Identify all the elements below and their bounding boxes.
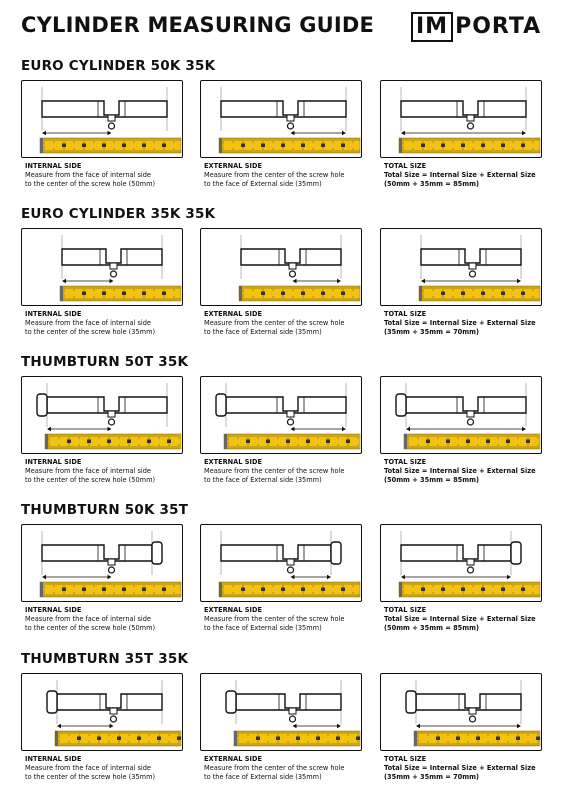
tape-number-mark [456,737,460,741]
panel-caption [204,310,366,337]
panel-title: EXTERNAL SIDE [204,458,262,466]
panel-text-line: Total Size = Internal Size + External Size [384,763,536,772]
cam-tab [110,263,117,269]
tape-number-mark [122,588,126,592]
cam-tab [289,708,296,714]
tape-number-mark [316,737,320,741]
arrow-head [517,724,521,728]
panel-title: INTERNAL SIDE [25,458,82,466]
arrow-head [47,427,51,431]
panel-text-line: Measure from the center of the screw hole [204,466,345,475]
screw-hole [109,123,115,129]
tape-number-mark [446,440,450,444]
panel-text-line: Measure from the center of the screw hole [204,763,345,772]
logo-letters: PORTA [455,14,542,39]
tape-number-mark [162,144,166,148]
tape-number-mark [122,144,126,148]
arrow-head [406,427,410,431]
tape-number-mark [102,144,106,148]
tape-number-mark [436,737,440,741]
thumbturn-knob [396,394,406,416]
screw-hole [288,419,294,425]
tape-number-mark [526,440,530,444]
panel-title: INTERNAL SIDE [25,606,82,614]
tape-number-mark [147,440,151,444]
cylinder-diagram [21,376,183,454]
panel-text-line: to the face of External side (35mm) [204,179,322,188]
arrow-head [342,131,346,135]
cylinder-diagram [200,524,362,602]
tape-number-mark [246,440,250,444]
tape-number-mark [142,144,146,148]
cylinder-measure-drawing [22,229,182,305]
cylinder-measure-drawing [201,81,361,157]
tape-number-mark [62,144,66,148]
tape-number-mark [521,144,525,148]
panel-text-line: to the face of External side (35mm) [204,772,322,781]
panel-text-line: Total Size = Internal Size + External Size [384,170,536,179]
tape-number-mark [261,292,265,296]
panel-caption [25,310,187,337]
cylinder-measure-drawing [201,229,361,305]
cylinder-body [42,101,167,117]
tape-number-mark [481,588,485,592]
screw-hole [290,716,296,722]
tape-number-mark [281,144,285,148]
tape-hook [234,731,237,746]
cam-tab [289,263,296,269]
tape-hook [239,286,242,301]
arrow-head [62,279,66,283]
thumbturn-knob [331,542,341,564]
cylinder-measure-drawing [381,674,541,750]
screw-hole [290,271,296,277]
logo-boxed-letters: IM [411,12,453,42]
cam-tab [467,115,474,121]
tape-hook [399,138,402,153]
screw-hole [109,567,115,573]
arrow-head [291,131,295,135]
tape-number-mark [122,292,126,296]
tape-number-mark [142,588,146,592]
tape-number-mark [461,144,465,148]
cylinder-diagram [200,80,362,158]
thumbturn-knob [406,691,416,713]
screw-hole [468,567,474,573]
thumbturn-knob [37,394,47,416]
cylinder-body [401,545,511,561]
tape-number-mark [441,292,445,296]
tape-number-mark [127,440,131,444]
arrow-head [42,575,46,579]
panel-title: EXTERNAL SIDE [204,606,262,614]
tape-number-mark [62,588,66,592]
panel-text-line: Measure from the face of internal side [25,170,151,179]
tape-number-mark [341,292,345,296]
tape-number-mark [177,737,181,741]
tape-number-mark [87,440,91,444]
section-title: THUMBTURN 35T 35K [21,651,189,667]
section-euro-35k-35k [0,206,568,356]
arrow-head [42,131,46,135]
cam-tab [108,411,115,417]
screw-hole [470,271,476,277]
section-title: EURO CYLINDER 35K 35K [21,206,216,222]
section-title: THUMBTURN 50T 35K [21,354,189,370]
panel-text-line: (50mm + 35mm = 85mm) [384,179,480,188]
tape-number-mark [321,144,325,148]
tape-number-mark [496,737,500,741]
page-title: CYLINDER MEASURING GUIDE [21,13,375,37]
panel-title: TOTAL SIZE [384,458,427,466]
cylinder-body [221,545,331,561]
panel-title: INTERNAL SIDE [25,755,82,763]
tape-number-mark [102,292,106,296]
tape-number-mark [167,440,171,444]
tape-hook [414,731,417,746]
tape-number-mark [441,144,445,148]
arrow-head [57,724,61,728]
cylinder-diagram [380,228,542,306]
arrow-head [327,575,331,579]
cylinder-body [406,397,526,413]
panel-title: INTERNAL SIDE [25,310,82,318]
tape-number-mark [466,440,470,444]
thumbturn-knob [511,542,521,564]
panel-caption [204,755,366,782]
panel-text-line: (35mm + 35mm = 70mm) [384,327,480,336]
tape-hook [224,434,227,449]
cylinder-diagram [380,376,542,454]
panel-text-line: Total Size = Internal Size + External Size [384,466,536,475]
thumbturn-knob [152,542,162,564]
tape-number-mark [516,737,520,741]
tape-number-mark [521,588,525,592]
tape-number-mark [82,588,86,592]
cam-tab [108,559,115,565]
panel-caption [384,755,546,782]
screw-hole [109,419,115,425]
tape-hook [219,138,222,153]
tape-number-mark [266,440,270,444]
cylinder-diagram [200,673,362,751]
cylinder-measure-drawing [381,377,541,453]
tape-number-mark [256,737,260,741]
arrow-head [108,131,112,135]
panel-caption [384,606,546,633]
cam-tab [467,559,474,565]
tape-number-mark [321,588,325,592]
panel-text-line: to the center of the screw hole (50mm) [25,623,156,632]
tape-number-mark [441,588,445,592]
tape-number-mark [77,737,81,741]
cam-tab [469,708,476,714]
screw-hole [468,123,474,129]
arrow-head [401,131,405,135]
cylinder-diagram [380,80,542,158]
tape-number-mark [261,144,265,148]
cylinder-measure-drawing [22,674,182,750]
tape-number-mark [421,588,425,592]
arrow-head [293,279,297,283]
cam-tab [110,708,117,714]
arrow-head [337,279,341,283]
panel-text-line: Measure from the face of internal side [25,614,151,623]
cylinder-diagram [21,228,183,306]
tape-number-mark [461,292,465,296]
tape-hook [40,138,43,153]
tape-number-mark [241,144,245,148]
tape-number-mark [241,588,245,592]
screw-hole [468,419,474,425]
panel-text-line: to the center of the screw hole (50mm) [25,179,156,188]
tape-number-mark [336,737,340,741]
screw-hole [111,271,117,277]
tape-number-mark [481,292,485,296]
cylinder-diagram [21,524,183,602]
panel-title: EXTERNAL SIDE [204,310,262,318]
panel-text-line: to the face of External side (35mm) [204,623,322,632]
panel-caption [204,458,366,485]
cam-tab [287,115,294,121]
tape-number-mark [107,440,111,444]
panel-title: EXTERNAL SIDE [204,755,262,763]
panel-text-line: (50mm + 35mm = 85mm) [384,623,480,632]
screw-hole [288,123,294,129]
tape-number-mark [281,588,285,592]
thumbturn-knob [216,394,226,416]
panel-caption [25,606,187,633]
section-title: EURO CYLINDER 50K 35K [21,58,216,74]
tape-number-mark [162,292,166,296]
tape-hook [419,286,422,301]
arrow-head [416,724,420,728]
tape-number-mark [97,737,101,741]
tape-number-mark [261,588,265,592]
cylinder-diagram [380,524,542,602]
tape-hook [399,582,402,597]
tape-hook [60,286,63,301]
tape-number-mark [521,292,525,296]
panel-text-line: Measure from the face of internal side [25,466,151,475]
panel-text-line: to the face of External side (35mm) [204,327,322,336]
cylinder-measure-drawing [201,525,361,601]
panel-text-line: to the face of External side (35mm) [204,475,322,484]
arrow-head [522,427,526,431]
cylinder-diagram [21,80,183,158]
tape-number-mark [301,292,305,296]
cylinder-diagram [21,673,183,751]
panel-text-line: Total Size = Internal Size + External Size [384,318,536,327]
cylinder-body [226,397,346,413]
panel-caption [384,458,546,485]
tape-hook [404,434,407,449]
section-thumbturn-50k-35t [0,502,568,652]
section-thumbturn-35t-35k [0,651,568,801]
section-title: THUMBTURN 50K 35T [21,502,189,518]
arrow-head [522,131,526,135]
panel-text-line: to the center of the screw hole (50mm) [25,475,156,484]
tape-number-mark [67,440,71,444]
tape-number-mark [501,144,505,148]
tape-number-mark [296,737,300,741]
cylinder-measure-drawing [381,81,541,157]
tape-number-mark [486,440,490,444]
importa-logo [411,12,541,42]
tape-hook [40,582,43,597]
tape-number-mark [142,292,146,296]
tape-hook [45,434,48,449]
tape-number-mark [82,144,86,148]
panel-text-line: (35mm + 35mm = 70mm) [384,772,480,781]
tape-number-mark [501,588,505,592]
tape-number-mark [341,144,345,148]
panel-caption [25,755,187,782]
cylinder-body [401,101,526,117]
tape-hook [55,731,58,746]
tape-number-mark [356,737,360,741]
cylinder-measure-drawing [381,525,541,601]
arrow-head [291,575,295,579]
tape-number-mark [281,292,285,296]
tape-number-mark [461,588,465,592]
arrow-head [401,575,405,579]
section-thumbturn-50t-35k [0,354,568,504]
tape-number-mark [82,292,86,296]
cylinder-diagram [200,228,362,306]
cylinder-measure-drawing [22,525,182,601]
cylinder-measure-drawing [201,377,361,453]
tape-number-mark [321,292,325,296]
tape-number-mark [501,292,505,296]
tape-number-mark [326,440,330,444]
tape-number-mark [276,737,280,741]
panel-caption [25,458,187,485]
tape-number-mark [536,737,540,741]
screw-hole [470,716,476,722]
thumbturn-knob [226,691,236,713]
panel-caption [384,310,546,337]
arrow-head [337,724,341,728]
tape-number-mark [286,440,290,444]
panel-caption [204,162,366,189]
panel-text-line: Measure from the center of the screw hole [204,614,345,623]
tape-number-mark [346,440,350,444]
arrow-head [108,427,112,431]
cylinder-measure-drawing [22,377,182,453]
tape-number-mark [506,440,510,444]
panel-text-line: Total Size = Internal Size + External Size [384,614,536,623]
cam-tab [108,115,115,121]
panel-text-line: Measure from the face of internal side [25,318,151,327]
screw-hole [288,567,294,573]
section-euro-50k-35k [0,58,568,208]
tape-number-mark [421,144,425,148]
cylinder-measure-drawing [201,674,361,750]
cylinder-measure-drawing [22,81,182,157]
panel-text-line: to the center of the screw hole (35mm) [25,772,156,781]
tape-number-mark [426,440,430,444]
tape-number-mark [341,588,345,592]
tape-number-mark [481,144,485,148]
panel-caption [204,606,366,633]
arrow-head [108,575,112,579]
tape-number-mark [162,588,166,592]
panel-caption [25,162,187,189]
panel-text-line: Measure from the center of the screw hole [204,318,345,327]
tape-number-mark [476,737,480,741]
cylinder-body [221,101,346,117]
cylinder-diagram [200,376,362,454]
tape-number-mark [137,737,141,741]
panel-title: TOTAL SIZE [384,162,427,170]
panel-text-line: Measure from the center of the screw hole [204,170,345,179]
tape-number-mark [301,144,305,148]
panel-title: TOTAL SIZE [384,606,427,614]
cylinder-body [42,545,152,561]
cylinder-body [47,397,167,413]
arrow-head [507,575,511,579]
arrow-head [291,427,295,431]
panel-text-line: Measure from the face of internal side [25,763,151,772]
arrow-head [517,279,521,283]
cam-tab [469,263,476,269]
tape-number-mark [157,737,161,741]
cylinder-measure-drawing [381,229,541,305]
cam-tab [287,411,294,417]
panel-title: TOTAL SIZE [384,755,427,763]
arrow-head [421,279,425,283]
cam-tab [467,411,474,417]
tape-number-mark [306,440,310,444]
cylinder-diagram [380,673,542,751]
screw-hole [111,716,117,722]
cam-tab [287,559,294,565]
thumbturn-knob [47,691,57,713]
panel-title: INTERNAL SIDE [25,162,82,170]
panel-title: TOTAL SIZE [384,310,427,318]
panel-text-line: (50mm + 35mm = 85mm) [384,475,480,484]
tape-hook [219,582,222,597]
tape-number-mark [301,588,305,592]
arrow-head [293,724,297,728]
arrow-head [110,724,114,728]
tape-number-mark [102,588,106,592]
panel-text-line: to the center of the screw hole (35mm) [25,327,156,336]
panel-caption [384,162,546,189]
panel-title: EXTERNAL SIDE [204,162,262,170]
arrow-head [110,279,114,283]
arrow-head [342,427,346,431]
tape-number-mark [117,737,121,741]
